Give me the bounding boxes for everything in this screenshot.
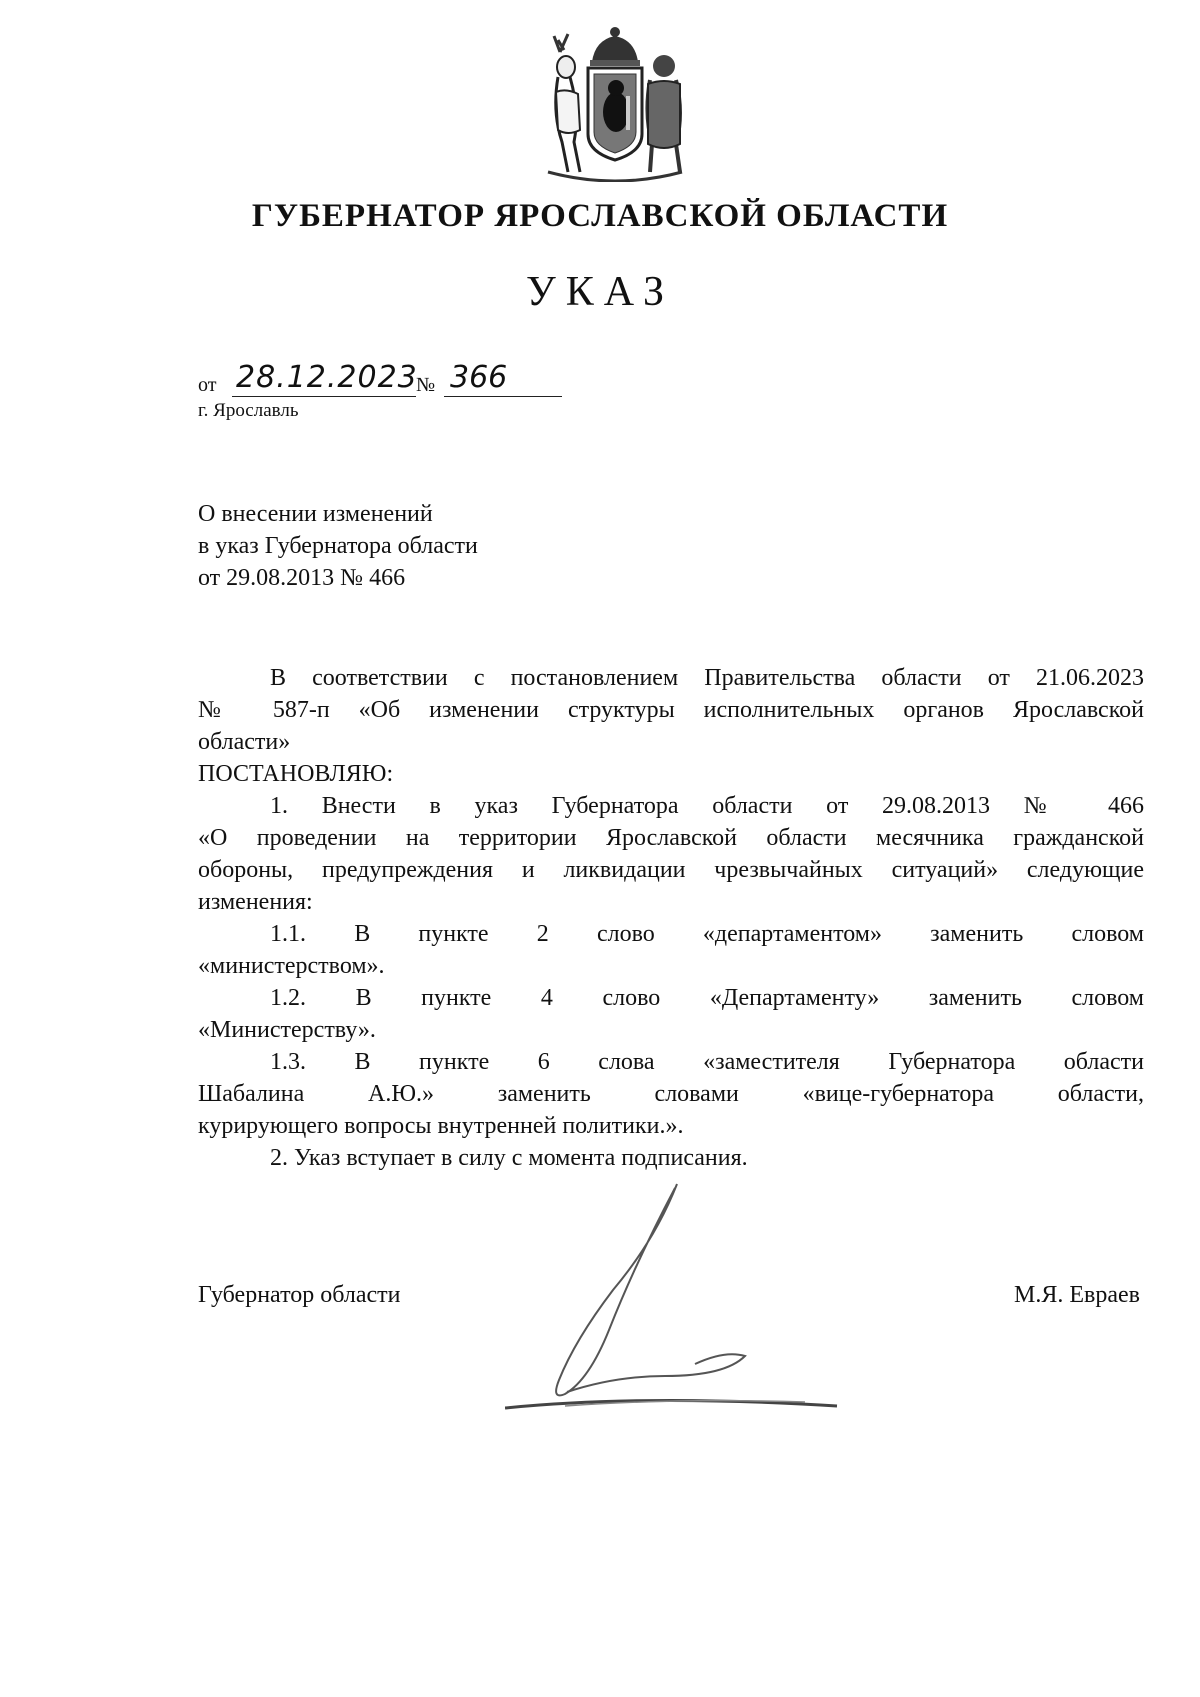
preamble-line: области» [198, 729, 291, 755]
item-2-line: 2. Указ вступает в силу с момента подписания. [270, 1145, 748, 1171]
handwritten-number: 366 [444, 360, 562, 397]
item-1-3-line: Шабалина А.Ю.» заменить словами «вице-губернатора области, [198, 1081, 1144, 1107]
item-1-3-line: 1.3. В пункте 6 слова «заместителя Губернатора области [270, 1049, 1144, 1075]
issuing-authority-title: ГУБЕРНАТОР ЯРОСЛАВСКОЙ ОБЛАСТИ [251, 198, 949, 234]
preamble-line: № 587-п «Об изменении структуры исполнительных органов Ярославской [198, 697, 1144, 723]
item-1-line: обороны, предупреждения и ликвидации чрезвычайных ситуаций» следующие [198, 857, 1144, 883]
document-type-heading: УКАЗ [525, 269, 675, 315]
item-1-line: 1. Внести в указ Губернатора области от 29.08.2013 № 466 [270, 793, 1144, 819]
item-1-1-line: «министерством». [198, 953, 385, 979]
number-label: № [416, 374, 436, 396]
document-subject [198, 498, 478, 594]
handwritten-signature [505, 1180, 925, 1420]
subject-line: от 29.08.2013 № 466 [198, 565, 406, 591]
date-number-line [198, 360, 558, 400]
signatory-name: М.Я. Евраев [1014, 1282, 1140, 1308]
handwritten-date: 28.12.2023 [232, 360, 416, 397]
item-1-2-line: «Министерству». [198, 1017, 376, 1043]
item-1-2-line: 1.2. В пункте 4 слово «Департаменту» заменить словом [270, 985, 1144, 1011]
coat-of-arms-emblem [540, 22, 690, 182]
signatory-position: Губернатор области [198, 1282, 401, 1308]
item-1-line: изменения: [198, 889, 313, 915]
subject-line: О внесении изменений [198, 501, 433, 527]
item-1-3-line: курирующего вопросы внутренней политики.». [198, 1113, 684, 1139]
item-1-1-line: 1.1. В пункте 2 слово «департаментом» заменить словом [270, 921, 1144, 947]
item-1-line: «О проведении на территории Ярославской области месячника гражданской [198, 825, 1144, 851]
preamble-line: В соответствии с постановлением Правительства области от 21.06.2023 [270, 665, 1144, 691]
decree-word: ПОСТАНОВЛЯЮ: [198, 761, 394, 787]
subject-line: в указ Губернатора области [198, 533, 478, 559]
document-body [198, 662, 1144, 1174]
date-prefix: от [198, 374, 217, 396]
city-label: г. Ярославль [198, 400, 299, 421]
